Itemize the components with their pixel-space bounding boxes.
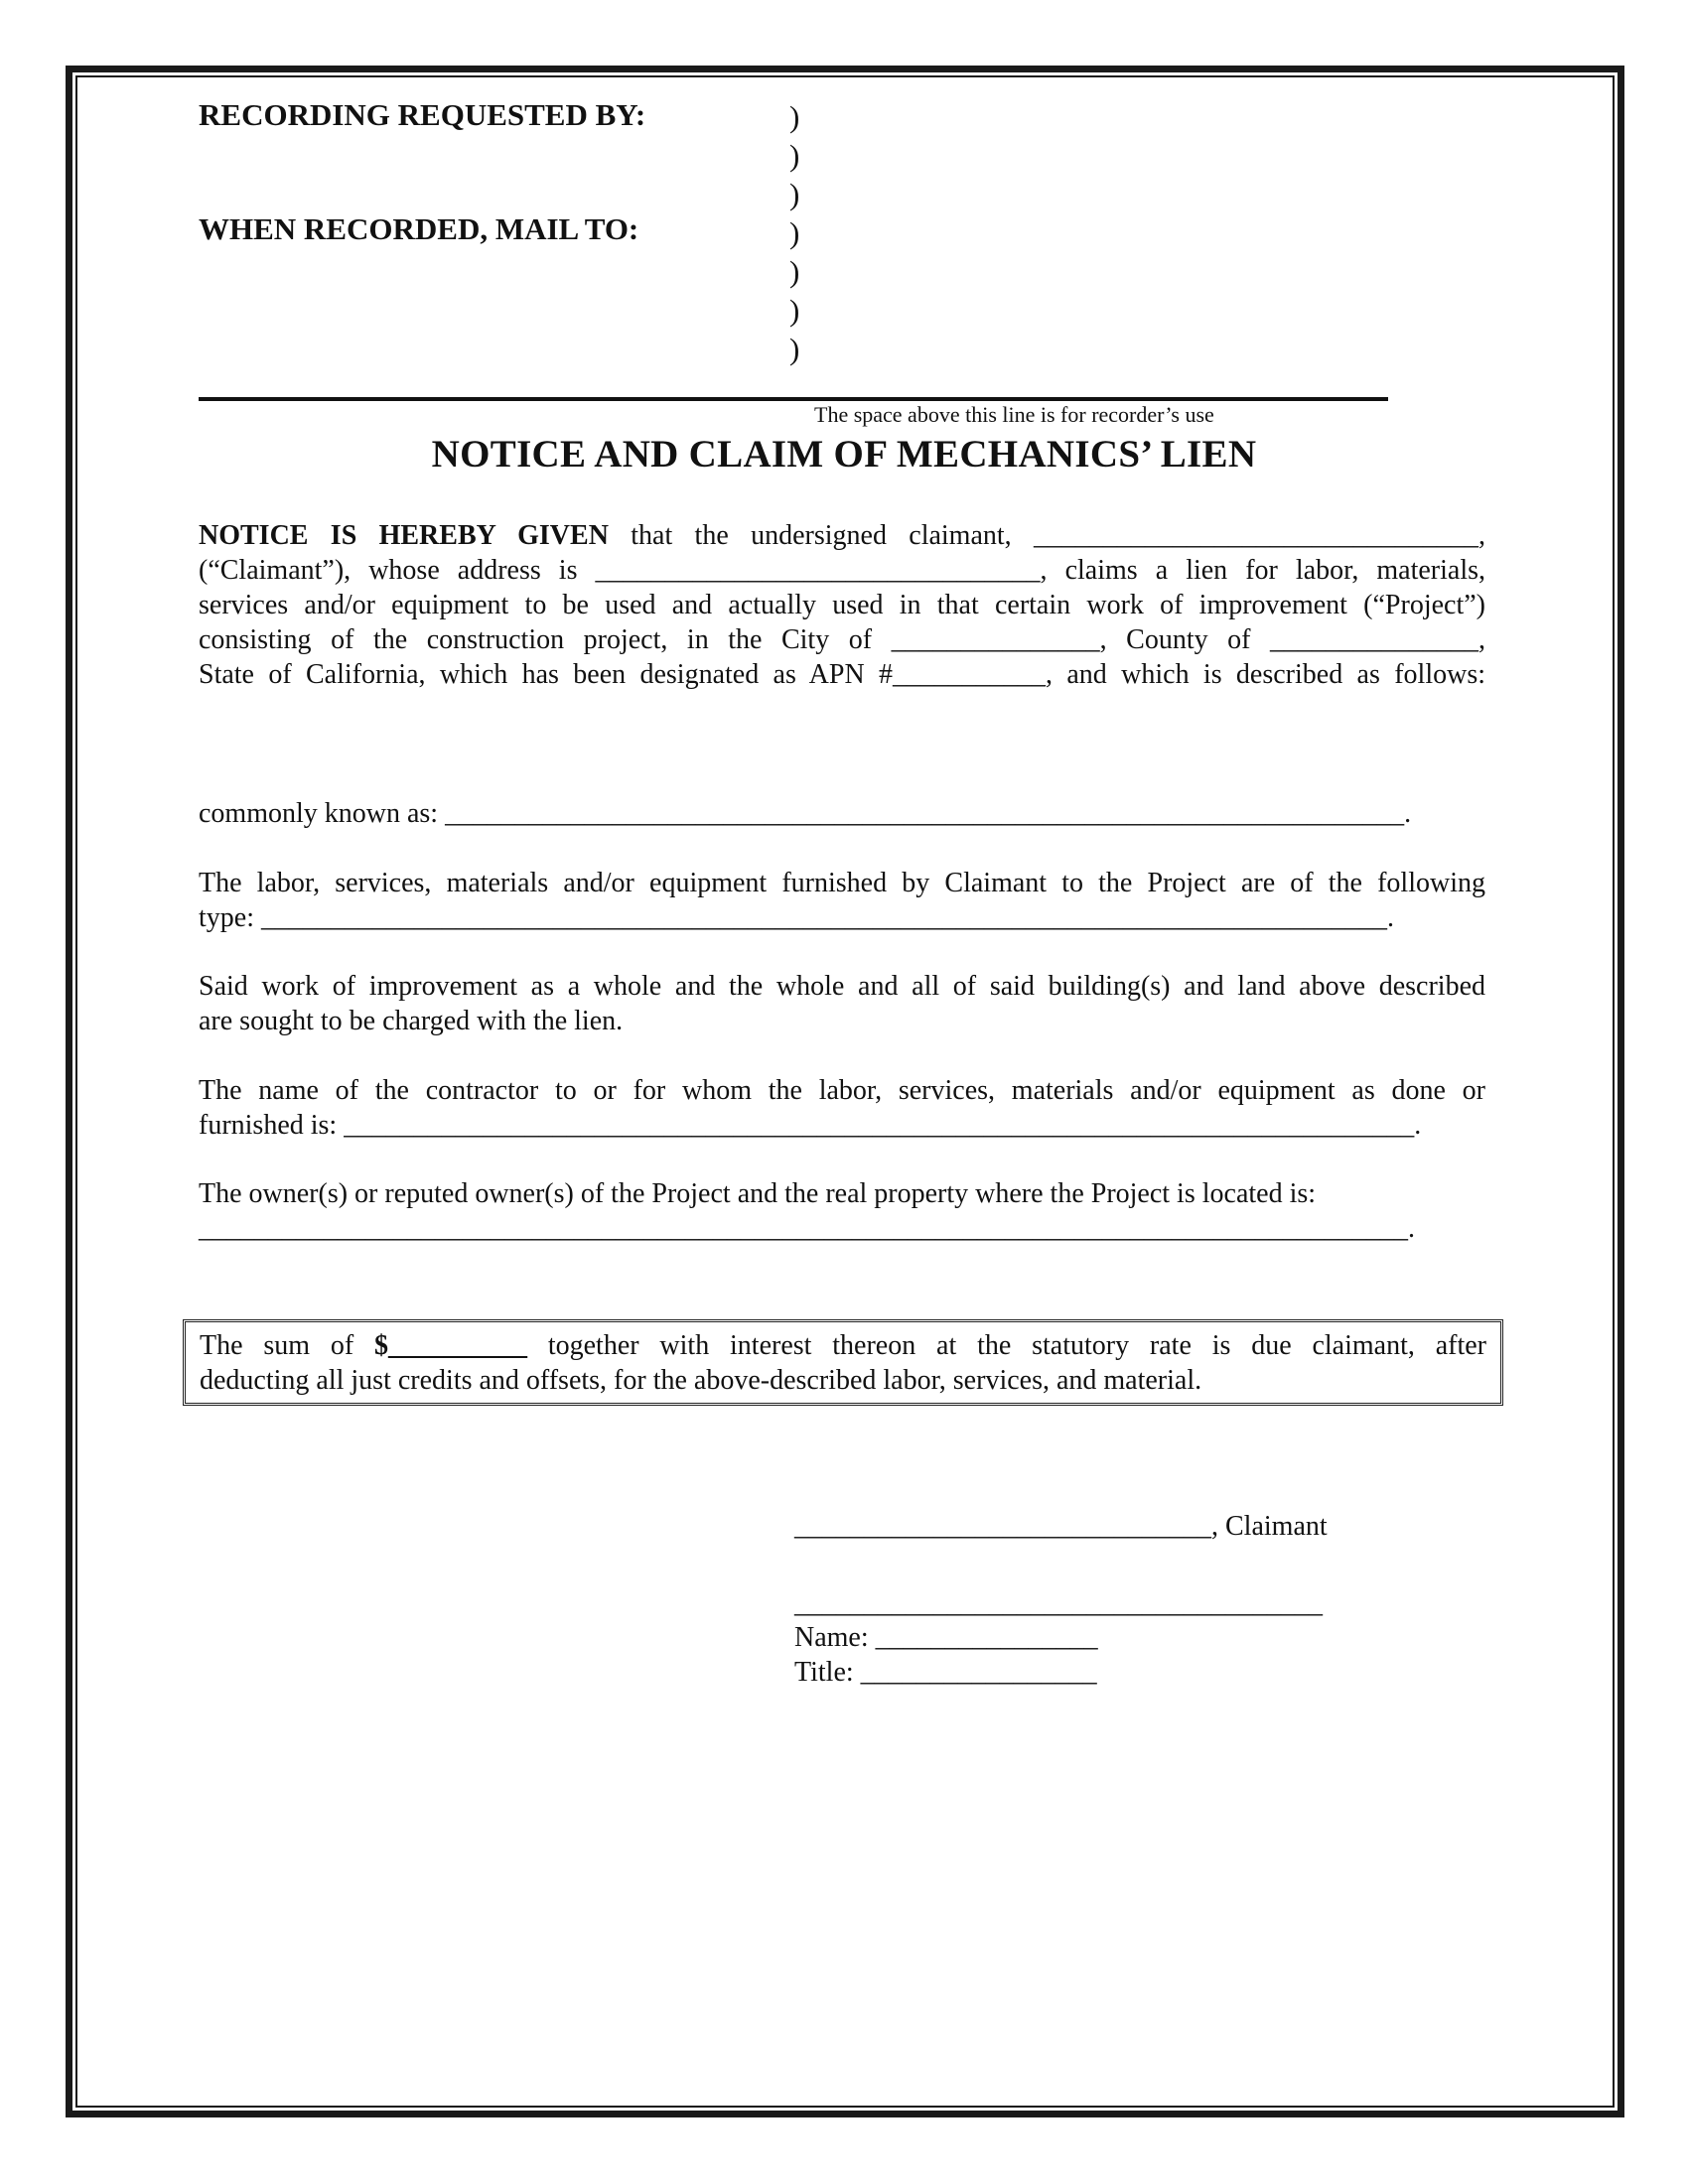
paren: ) <box>789 254 800 289</box>
notice-paragraph <box>199 518 1485 692</box>
labor-line2: type: _________________________________________________________________________________. <box>199 902 1394 933</box>
contractor-paragraph <box>199 1073 1485 1143</box>
signature-blank-line: ______________________________________ <box>794 1588 1323 1619</box>
paren: ) <box>789 138 800 173</box>
labor-line1: The labor, services, materials and/or equipment furnished by Claimant to the Project are of the following <box>199 868 1485 898</box>
notice-lead: NOTICE IS HEREBY GIVEN <box>199 520 609 551</box>
sum-box <box>183 1319 1503 1406</box>
recording-requested-by-label: RECORDING REQUESTED BY: <box>199 97 646 132</box>
paren: ) <box>789 99 800 134</box>
contractor-line2: furnished is: _____________________________________________________________________________. <box>199 1110 1422 1141</box>
notice-line3: services and/or equipment to be used and actually used in that certain work of improvement (“Project”) <box>199 590 1485 620</box>
contractor-line1: The name of the contractor to or for whom the labor, services, materials and/or equipment as done or <box>199 1075 1485 1106</box>
document-title: NOTICE AND CLAIM OF MECHANICS’ LIEN <box>431 433 1257 476</box>
work-paragraph <box>199 969 1485 1038</box>
notice-line1-text: that the undersigned claimant, ________________________________, <box>631 520 1485 551</box>
owner-line1: The owner(s) or reputed owner(s) of the Project and the real property where the Project is located is: <box>199 1178 1317 1209</box>
paren: ) <box>789 332 800 366</box>
recording-parens <box>789 97 799 368</box>
paren: ) <box>789 177 800 211</box>
sum-prefix: The sum of <box>200 1330 375 1361</box>
sum-amount: $__________ <box>374 1330 528 1361</box>
notice-line5: State of California, which has been designated as APN #___________, and which is described as follows: <box>199 659 1485 690</box>
owner-paragraph <box>199 1176 1485 1246</box>
recorder-use-note: The space above this line is for recorder’s use <box>814 402 1214 427</box>
sum-line2: deducting all just credits and offsets, for the above-described labor, services, and material. <box>200 1365 1202 1396</box>
work-line1: Said work of improvement as a whole and the whole and all of said building(s) and land above described <box>199 971 1485 1002</box>
claimant-signature-line: ______________________________, Claimant <box>794 1511 1328 1542</box>
when-recorded-mail-to-label: WHEN RECORDED, MAIL TO: <box>199 211 639 246</box>
name-field: Name: ________________ <box>794 1622 1098 1653</box>
paren: ) <box>789 293 800 328</box>
notice-line4: consisting of the construction project, in the City of _______________, County of _______________, <box>199 624 1485 655</box>
paren: ) <box>789 215 800 250</box>
labor-paragraph <box>199 866 1485 935</box>
sum-suffix: together with interest thereon at the statutory rate is due claimant, after <box>527 1330 1486 1361</box>
recorder-divider-line <box>199 397 1388 401</box>
commonly-known-line: commonly known as: _____________________________________________________________________. <box>199 798 1412 829</box>
owner-line2: _______________________________________________________________________________________. <box>199 1213 1415 1244</box>
title-field: Title: _________________ <box>794 1657 1097 1688</box>
notice-line2: (“Claimant”), whose address is ________________________________, claims a lien for labor, materials, <box>199 555 1485 586</box>
work-line2: are sought to be charged with the lien. <box>199 1006 624 1036</box>
